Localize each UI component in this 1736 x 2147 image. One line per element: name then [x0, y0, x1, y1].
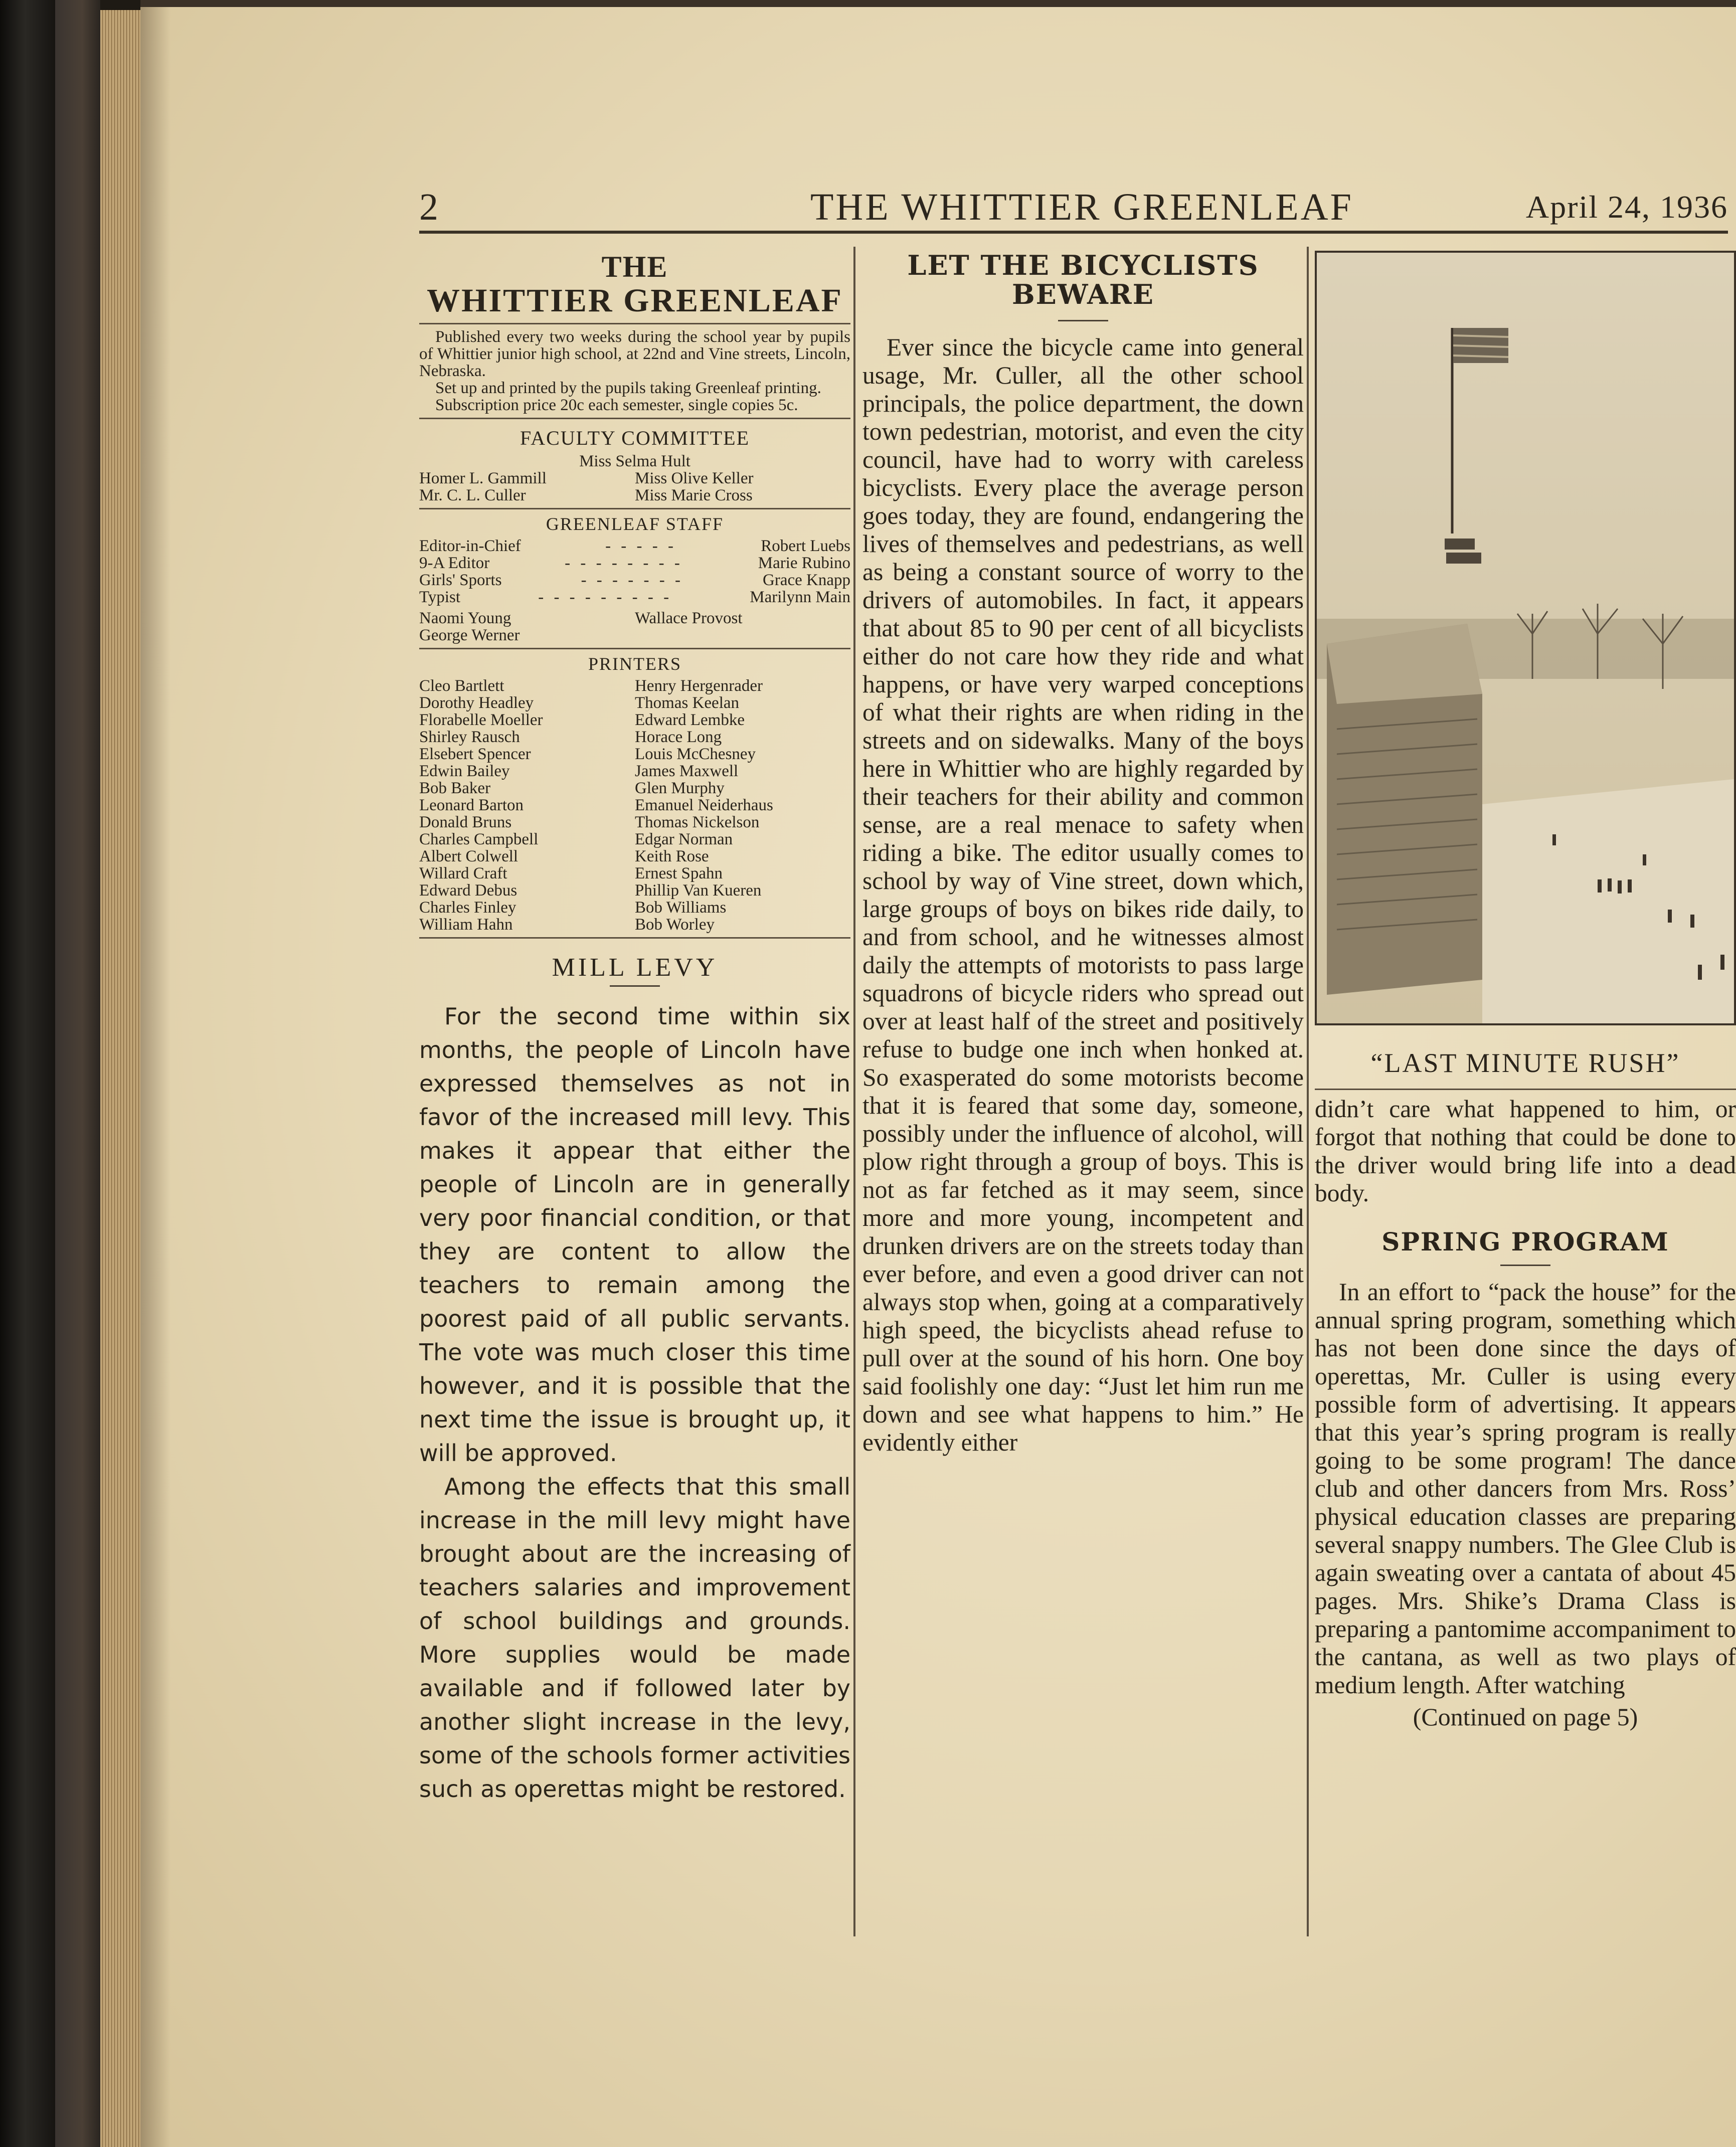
printer-name: Bob Williams [635, 899, 727, 917]
printers-heading: PRINTERS [588, 654, 682, 674]
printer-name: Louis McChesney [635, 745, 756, 763]
printer-name: Bob Baker [419, 779, 491, 797]
printer-name: Albert Colwell [419, 847, 518, 865]
publication-info: Published every two weeks during the school year by pupils of Whittier junior high school, at 22nd and Vine streets, Lincoln, Nebraska. [419, 328, 850, 380]
mill-levy-headline: MILL LEVY [552, 953, 718, 982]
column-rule-2 [1307, 247, 1309, 1936]
staff-name: Robert Luebs [761, 537, 850, 555]
faculty-top-member: Miss Selma Hult [579, 452, 690, 470]
divider [419, 323, 850, 324]
staff-member: Naomi Young [419, 609, 511, 627]
faculty-member: Homer L. Gammill [419, 469, 547, 487]
printer-name: Bob Worley [635, 916, 715, 934]
printer-name: Edwin Bailey [419, 762, 510, 780]
staff-row [419, 538, 850, 555]
column-left [419, 251, 850, 1806]
gutter-shadow [140, 0, 170, 2147]
printer-name: Charles Campbell [419, 830, 539, 848]
printer-name: Willard Craft [419, 864, 507, 882]
printer-name: Keith Rose [635, 847, 709, 865]
printer-name: Cleo Bartlett [419, 677, 504, 695]
top-edge [140, 0, 1736, 7]
mill-levy-paragraph-2: Among the effects that this small increase in the mill levy might have brought about are the increasing of teachers salaries and improvement of school buildings and grounds. More supplies would be made available and if followed later by another slight increase in the levy, some of the schools former activities such as operettas might be restored. [419, 1473, 850, 1803]
bicyclists-body: Ever since the bicycle came into general usage, Mr. Culler, all the other school principals, the police department, the down town pedestrian, motorist, and even the city council, have had to worry with careless bicyclists. Every place the average person goes today, they are found, endangering the lives of themselves and pedestrians, as well as being a constant source of worry to the drivers of automobiles. In fact, it appears that about 85 to 90 per cent of all bicyclists either do not care how they ride and what happens, or have very warped conceptions of what their rights are when riding in the streets and on sidewalks. Many of the boys here in Whittier who are highly regarded by their teachers for their ability and common sense, are a real menace to safety when riding a bike. The editor usually comes to school by way of Vine street, down which, large groups of boys on bikes ride daily, to and from school, and he witnesses almost daily the attempts of motorists to pass large squadrons of bicycle riders who spread out over at least half of the street and positively refuse to budge one inch when honked at. So exasperated do some motorists become that it is feared that some day, someone, possibly under the influence of alcohol, will plow right through a group of boys. This is not as far fetched as it may seem, since more and more young, incompetent and drunken drivers are on the streets today than ever before, and even a good driver can not always stop when, going at a comparatively high speed, the bicyclists ahead refuse to pull over at the sound of his horn. One boy said foolishly one day: “Just let him run me down and see what happens to him.” He evidently either [862, 333, 1304, 1456]
faculty-member: Miss Olive Keller [635, 469, 754, 487]
printer-name: Henry Hergenrader [635, 677, 763, 695]
staff-role: Girls' Sports [419, 571, 502, 589]
printer-name: Dorothy Headley [419, 694, 534, 712]
printing-info: Set up and printed by the pupils taking Greenleaf printing. [435, 379, 821, 397]
bicyclists-headline-line1: LET THE BICYCLISTS [907, 249, 1259, 281]
printer-name: Charles Finley [419, 899, 516, 917]
staff-members [419, 610, 850, 644]
printer-name: Florabelle Moeller [419, 711, 543, 729]
staff-name: Grace Knapp [763, 571, 850, 589]
staff-member: George Werner [419, 626, 520, 644]
printer-name: Thomas Nickelson [635, 813, 760, 831]
spring-program-body: In an effort to “pack the house” for the annual spring program, something which has not been done since the days of operettas, Mr. Culler is using every possible form of advertising. It appears that this year’s spring program is really going to be some program! The dance club and other dancers from Mrs. Ross’ physical education classes are preparing several snappy numbers. The Glee Club is again sweating over a cantata of about 45 pages. Mrs. Shike’s Drama Class is preparing a pantomime accompaniment to the cantana, as well as two plays of medium length. After watching [1315, 1278, 1736, 1699]
divider [419, 418, 850, 419]
bicyclists-continuation: didn’t care what happened to him, or forgot that nothing that could be done to the driver would bring life into a dead body. [1315, 1095, 1736, 1207]
continued-note: (Continued on page 5) [1413, 1703, 1638, 1731]
photo-caption: “LAST MINUTE RUSH” [1370, 1048, 1680, 1078]
staff-row [419, 589, 850, 606]
staff-member: Wallace Provost [635, 609, 743, 627]
masthead-title: THE WHITTIER GREENLEAF [810, 186, 1353, 228]
staff-row [419, 555, 850, 572]
printer-name: Leonard Barton [419, 796, 524, 814]
masthead-rule [419, 231, 1728, 234]
faculty-members [419, 470, 850, 504]
printer-name: Emanuel Neiderhaus [635, 796, 773, 814]
faculty-member: Mr. C. L. Culler [419, 486, 526, 504]
printer-name: James Maxwell [635, 762, 739, 780]
column-right [1315, 251, 1736, 1731]
leader-dots: - - - - - - - - [565, 554, 683, 572]
divider [1315, 1089, 1736, 1090]
printer-name: Edgar Norman [635, 830, 733, 848]
staff-role: Editor-in-Chief [419, 537, 521, 555]
printer-name: Elsebert Spencer [419, 745, 531, 763]
printer-name: Edward Lembke [635, 711, 745, 729]
subscription-info: Subscription price 20c each semester, single copies 5c. [435, 396, 798, 414]
staff-name: Marie Rubino [758, 554, 850, 572]
headline-rule [1058, 320, 1108, 321]
staff-row [419, 572, 850, 589]
spring-program-headline: SPRING PROGRAM [1381, 1227, 1669, 1257]
printer-name: Glen Murphy [635, 779, 725, 797]
printer-name: Edward Debus [419, 881, 517, 900]
printer-name: Thomas Keelan [635, 694, 740, 712]
masthead [419, 185, 1728, 230]
leader-dots: - - - - - - - - - [538, 588, 672, 606]
page-edges [100, 10, 140, 2147]
nameplate-line2: WHITTIER GREENLEAF [427, 282, 843, 319]
leader-dots: - - - - - - - [581, 571, 683, 589]
printer-name: Donald Bruns [419, 813, 512, 831]
playground [1482, 779, 1734, 1023]
printer-name: Ernest Spahn [635, 864, 723, 882]
staff-name: Marilynn Main [750, 588, 850, 606]
column-rule-1 [853, 247, 855, 1936]
issue-date: April 24, 1936 [1525, 189, 1728, 225]
headline-rule [610, 985, 660, 987]
bicyclists-headline-line2: BEWARE [1012, 278, 1154, 310]
printer-name: Shirley Rausch [419, 728, 520, 746]
nameplate-line1: THE [601, 250, 668, 283]
headline-rule [1500, 1265, 1550, 1266]
divider [419, 648, 850, 649]
last-minute-rush-photo [1315, 251, 1736, 1025]
staff-role: 9-A Editor [419, 554, 490, 572]
staff-role: Typist [419, 588, 461, 606]
flag-icon [1453, 328, 1508, 363]
faculty-member: Miss Marie Cross [635, 486, 753, 504]
divider [419, 508, 850, 509]
mill-levy-paragraph-1: For the second time within six months, the people of Lincoln have expressed themselves as not in favor of the increased mill levy. This makes it appear that either the people of Lincoln are in generally very poor financial condition, or that they are content to allow the teachers to remain among the poorest paid of all public servants. The vote was much closer this time however, and it is possible that the next time the issue is brought up, it will be approved. [419, 1003, 850, 1467]
book-binding [0, 0, 55, 2147]
staff-heading: GREENLEAF STAFF [546, 514, 724, 534]
page-number: 2 [419, 186, 439, 228]
printer-name: Horace Long [635, 728, 722, 746]
faculty-committee-heading: FACULTY COMMITTEE [519, 427, 750, 449]
printers-list [419, 677, 850, 933]
column-middle [862, 251, 1304, 1457]
divider [419, 937, 850, 939]
book-cover-edge [55, 0, 100, 2147]
schoolyard-photo-illustration [1317, 253, 1734, 1023]
printer-name: Phillip Van Kueren [635, 881, 762, 900]
leader-dots: - - - - - [605, 537, 677, 555]
printer-name: William Hahn [419, 916, 513, 934]
